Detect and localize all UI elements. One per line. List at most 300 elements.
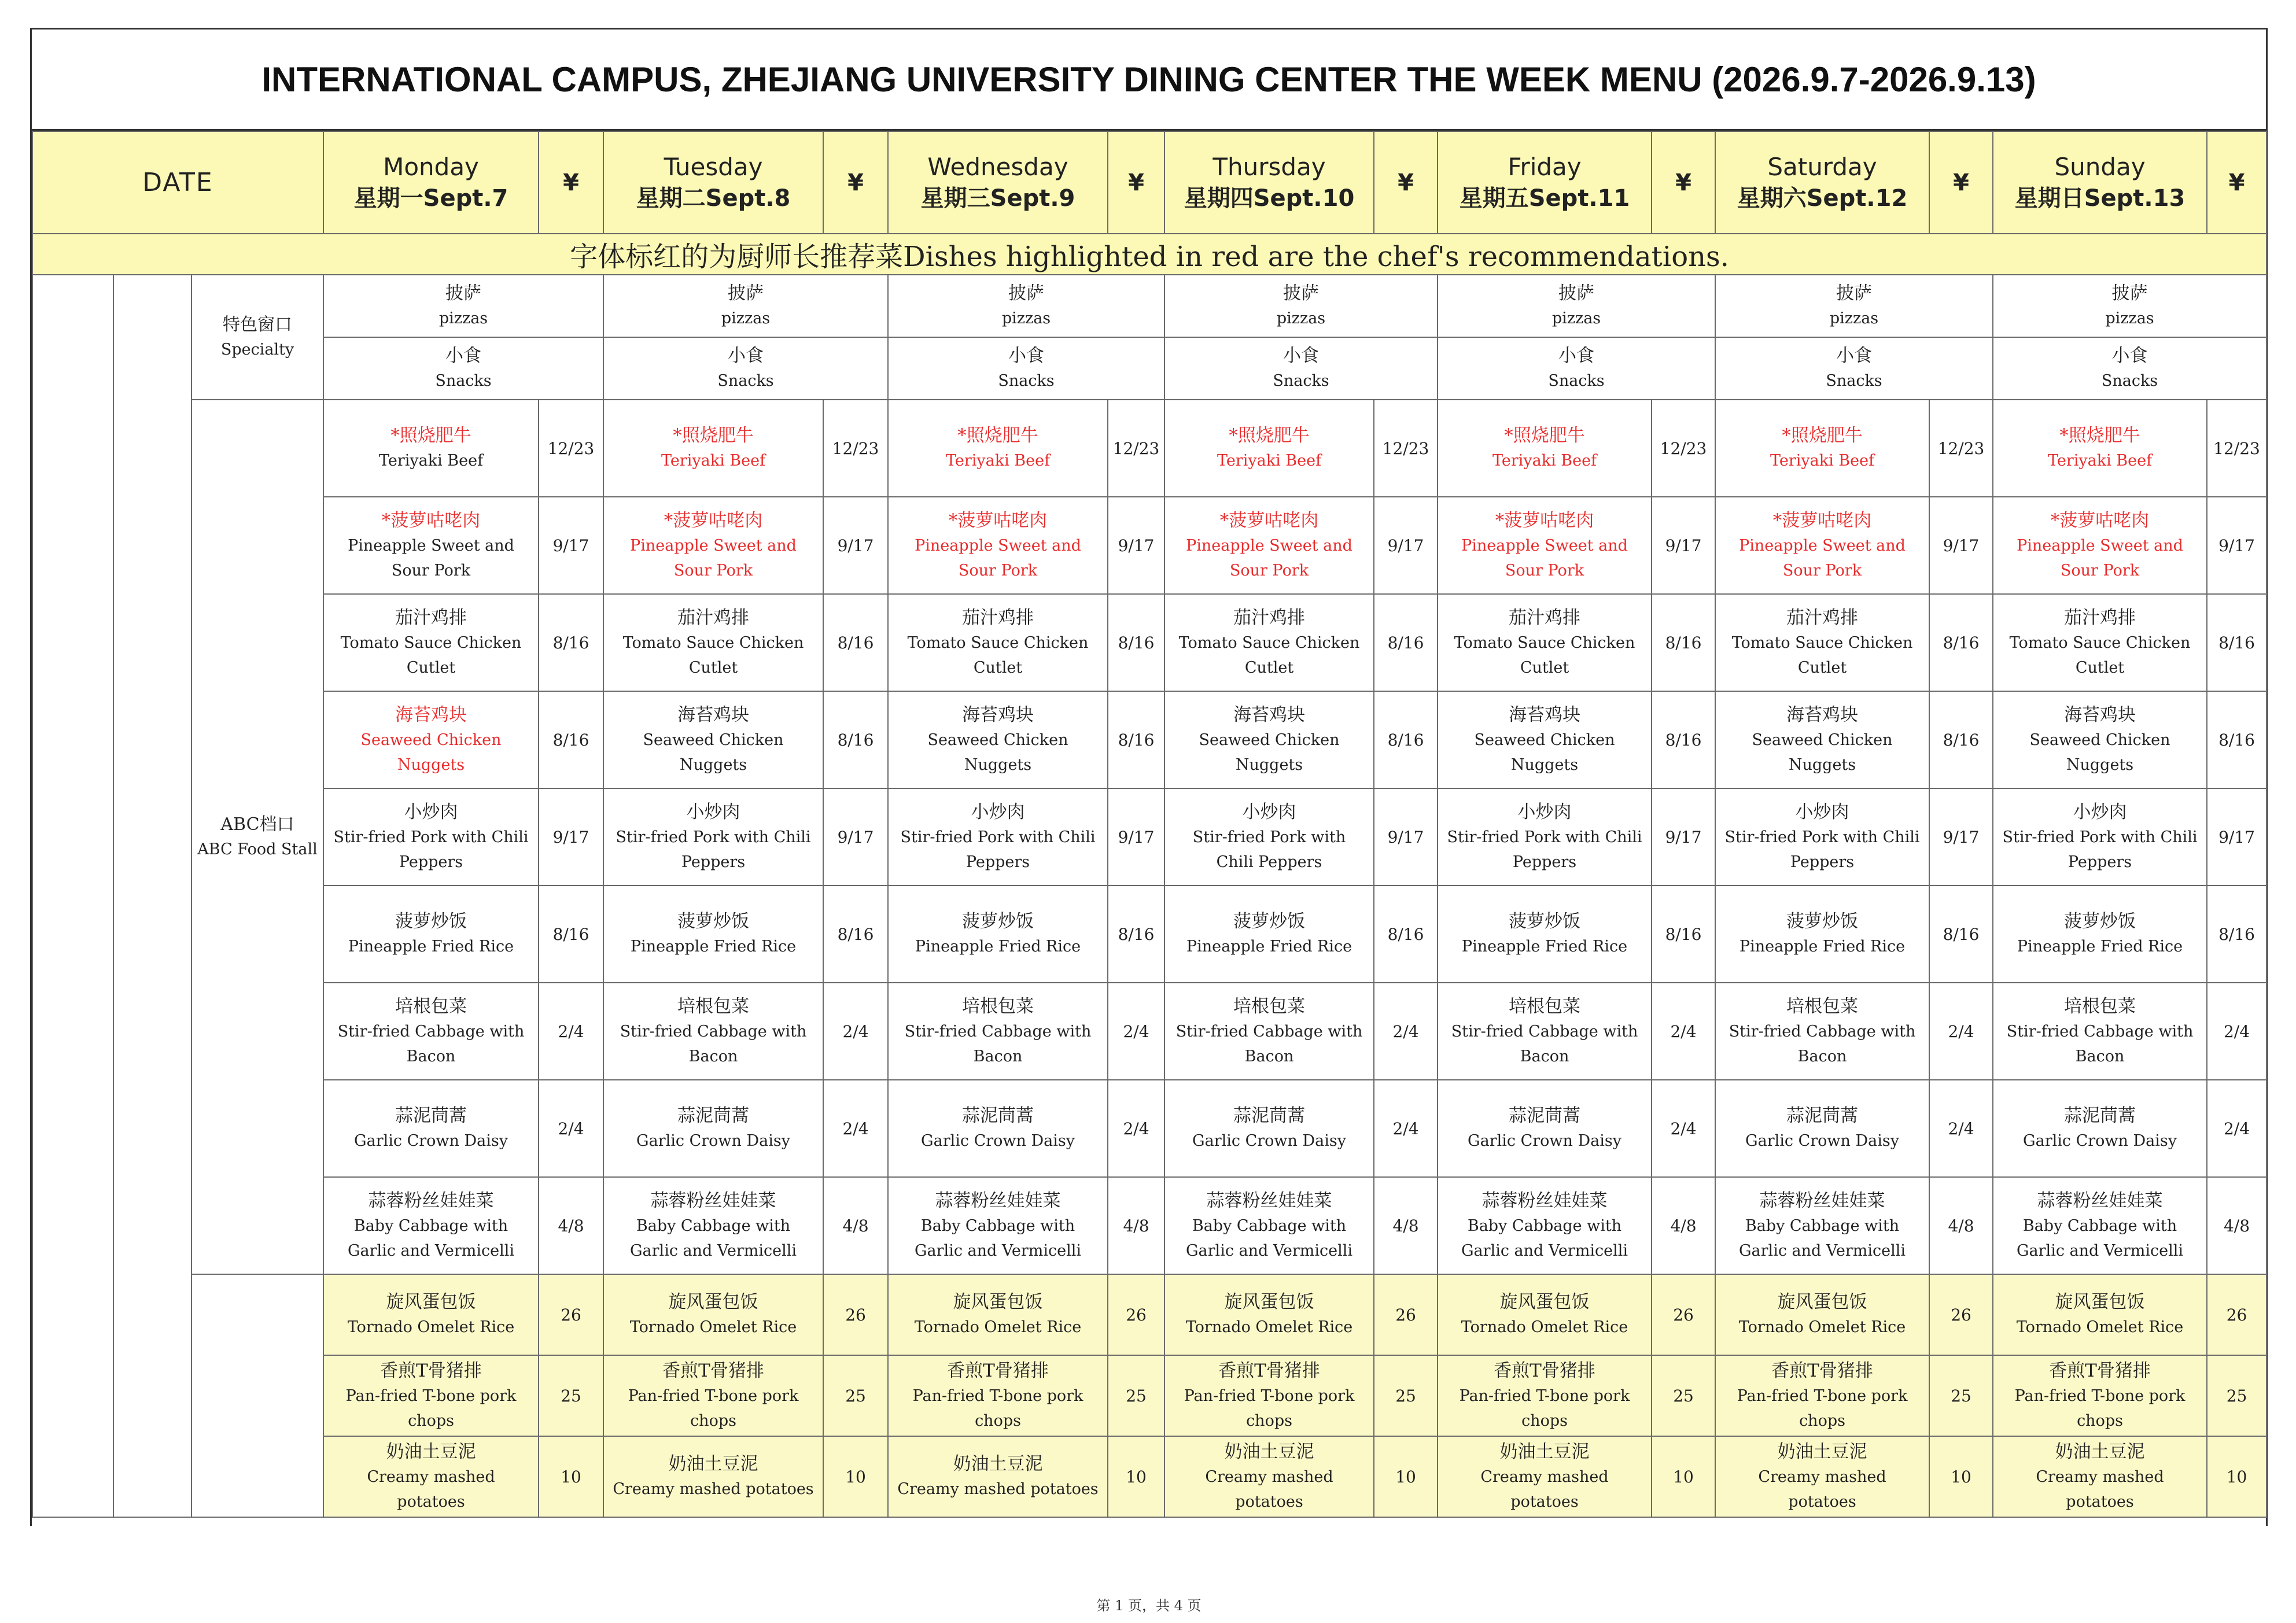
dish-name-zh: 奶油土豆泥 [1777,1441,1867,1462]
menu-item [1164,1177,1374,1274]
dish-name-zh: 蒜泥茼蒿 [1786,1105,1859,1126]
dish-name-zh: 旋风蛋包饭 [1777,1292,1867,1312]
table-row [32,1436,2266,1517]
dish-name-en: Pan-fried T-bone pork chops [628,1386,799,1430]
dish-name-zh: 培根包菜 [1233,995,1306,1017]
dish-name-zh: 海苔鸡块 [677,704,750,725]
price: 2/4 [823,1080,888,1177]
price: 4/8 [1108,1177,1164,1274]
day-header-saturday [1715,131,1929,234]
menu-item [1438,1436,1652,1517]
table-row [32,1274,2266,1355]
price: 25 [1108,1355,1164,1436]
dish-name-zh: 香煎T骨猪排 [1771,1360,1873,1381]
stall-name-zh: ABC档口 [220,814,294,835]
menu-item [1993,594,2207,691]
menu-item [1438,337,1715,400]
dish-name-en: Teriyaki Beef [945,452,1051,470]
dish-name-en: pizzas [721,309,771,327]
menu-item [1993,886,2207,983]
price: 26 [1108,1274,1164,1355]
price: 2/4 [1929,1080,1993,1177]
dish-name-zh: 茄汁鸡排 [1233,607,1306,628]
dish-name-en: Pineapple Sweet and Sour Pork [915,536,1081,580]
dish-name-en: Pan-fried T-bone pork chops [1184,1386,1355,1430]
dish-name-en: Seaweed Chicken Nuggets [927,731,1068,774]
dish-name-en: Pineapple Fried Rice [1186,938,1352,956]
price: 8/16 [823,691,888,788]
menu-item [603,691,823,788]
dish-name-zh: *照烧肥牛 [2059,425,2140,446]
price: 2/4 [1108,983,1164,1080]
dish-name-en: Garlic Crown Daisy [636,1132,790,1150]
price: 9/17 [2207,788,2266,886]
price: 26 [539,1274,603,1355]
dish-name-en: Pan-fried T-bone pork chops [1459,1386,1630,1430]
dish-name-zh: 披萨 [1558,283,1595,304]
dish-name-en: Stir-fried Cabbage with Bacon [1175,1022,1363,1065]
dish-name-en: Creamy mashed potatoes [2036,1467,2164,1511]
price: 8/16 [823,594,888,691]
price: 8/16 [1929,886,1993,983]
price: 25 [1929,1355,1993,1436]
price: 26 [1652,1274,1715,1355]
price: 26 [2207,1274,2266,1355]
dish-name-zh: 海苔鸡块 [1786,704,1859,725]
price: 2/4 [1374,1080,1438,1177]
dish-name-en: Tomato Sauce Chicken Cutlet [622,633,804,677]
dish-name-zh: 奶油土豆泥 [2055,1441,2145,1462]
price: 2/4 [1652,1080,1715,1177]
price: 8/16 [539,886,603,983]
price: 12/23 [1929,400,1993,497]
dish-name-zh: *照烧肥牛 [1504,425,1585,446]
menu-item [1438,691,1652,788]
week-menu-table [32,131,2267,1518]
dish-name-zh: 奶油土豆泥 [1499,1441,1590,1462]
menu-item [1993,337,2266,400]
day-header-monday [323,131,539,234]
menu-item [1993,400,2207,497]
dish-name-en: Garlic Crown Daisy [2023,1132,2177,1150]
dish-name-zh: 奶油土豆泥 [386,1441,476,1462]
dish-name-zh: *照烧肥牛 [390,425,471,446]
dish-name-zh: 海苔鸡块 [395,704,467,725]
dish-name-zh: 披萨 [728,283,764,304]
dish-name-en: Pineapple Sweet and Sour Pork [1461,536,1628,580]
dish-name-zh: 小食 [445,345,482,366]
price: 12/23 [1108,400,1164,497]
dish-name-en: Tomato Sauce Chicken Cutlet [2009,633,2191,677]
price: 26 [1374,1274,1438,1355]
menu-item [888,1355,1108,1436]
table-row [32,400,2266,497]
menu-item [323,691,539,788]
menu-item [1164,497,1374,594]
price: 8/16 [823,886,888,983]
dish-name-zh: 茄汁鸡排 [1786,607,1859,628]
price: 4/8 [2207,1177,2266,1274]
price: 4/8 [1374,1177,1438,1274]
price: 10 [1108,1436,1164,1517]
menu-item [1715,275,1993,337]
menu-item [603,1436,823,1517]
stall-abc [191,400,323,1274]
dish-name-zh: 香煎T骨猪排 [1494,1360,1595,1381]
day-date: 星期六Sept.12 [1737,185,1908,212]
dish-name-zh: 蒜泥茼蒿 [1233,1105,1306,1126]
dish-name-zh: 培根包菜 [677,995,750,1017]
dish-name-en: Baby Cabbage with Garlic and Vermicelli [629,1216,797,1260]
dish-name-zh: 培根包菜 [395,995,467,1017]
menu-item [603,1274,823,1355]
dish-name-en: Pineapple Sweet and Sour Pork [630,536,797,580]
stall-name-zh: 特色窗口 [223,315,292,335]
dish-name-en: Pineapple Fried Rice [630,938,797,956]
dish-name-en: Creamy mashed potatoes [1480,1467,1609,1511]
dish-name-zh: 披萨 [445,283,482,304]
dish-name-zh: 披萨 [1283,283,1320,304]
menu-item [1715,1177,1929,1274]
notice-row [32,234,2266,275]
menu-item [1164,275,1438,337]
dish-name-zh: 菠萝炒饭 [677,911,750,932]
price: 25 [1652,1355,1715,1436]
menu-item [1438,1177,1652,1274]
dish-name-en: Pineapple Fried Rice [915,938,1081,956]
dish-name-zh: 小炒肉 [404,801,458,822]
price: 8/16 [1652,886,1715,983]
dish-name-zh: 香煎T骨猪排 [2049,1360,2151,1381]
menu-item [1715,1436,1929,1517]
dish-name-en: Pineapple Fried Rice [1461,938,1628,956]
dish-name-zh: 披萨 [2111,283,2148,304]
menu-item [323,983,539,1080]
menu-item [1438,886,1652,983]
menu-item [1715,788,1929,886]
dish-name-zh: *菠萝咕咾肉 [1219,510,1319,531]
menu-item [888,1436,1108,1517]
menu-item [1715,1274,1929,1355]
dish-name-en: Seaweed Chicken Nuggets [1474,731,1615,774]
dish-name-zh: 培根包菜 [1509,995,1581,1017]
dish-name-en: Stir-fried Cabbage with Bacon [1451,1022,1638,1065]
dish-name-zh: 蒜蓉粉丝娃娃菜 [1481,1190,1608,1211]
dish-name-zh: 奶油土豆泥 [1224,1441,1314,1462]
dish-name-zh: 小炒肉 [1795,801,1849,822]
currency-header: ¥ [823,131,888,234]
dish-name-en: Tomato Sauce Chicken Cutlet [1178,633,1360,677]
table-row [32,788,2266,886]
dish-name-en: Seaweed Chicken Nuggets [1752,731,1893,774]
price: 9/17 [1929,497,1993,594]
menu-item [1993,1436,2207,1517]
day-date: 星期四Sept.10 [1184,185,1355,212]
price: 8/16 [1374,691,1438,788]
price: 25 [1374,1355,1438,1436]
dish-name-zh: 蒜蓉粉丝娃娃菜 [1759,1190,1885,1211]
page-title: INTERNATIONAL CAMPUS, ZHEJIANG UNIVERSITY DINING CENTER THE WEEK MENU (2026.9.7-2026.9.13) [32,29,2266,131]
dish-name-en: Creamy mashed potatoes [1758,1467,1886,1511]
day-header-tuesday [603,131,823,234]
dish-name-en: Stir-fried Pork with Chili Peppers [616,828,811,871]
price: 9/17 [1108,788,1164,886]
dish-name-zh: 培根包菜 [2064,995,2136,1017]
price: 9/17 [1108,497,1164,594]
dish-name-en: pizzas [1001,309,1051,327]
menu-item [323,497,539,594]
day-name: Monday [383,152,479,181]
price: 8/16 [1108,594,1164,691]
dish-name-en: Teriyaki Beef [661,452,766,470]
dish-name-en: Baby Cabbage with Garlic and Vermicelli [1185,1216,1353,1260]
page-footer: 第 1 页，共 4 页 [1096,1598,1202,1614]
dish-name-en: pizzas [1276,309,1326,327]
dish-name-en: Snacks [2101,372,2158,390]
dish-name-en: Creamy mashed potatoes [367,1467,495,1511]
day-date: 星期三Sept.9 [920,185,1075,212]
dish-name-zh: 旋风蛋包饭 [953,1292,1043,1312]
dish-name-en: Teriyaki Beef [1770,452,1875,470]
price: 2/4 [1108,1080,1164,1177]
dish-name-zh: 小食 [2111,345,2148,366]
dish-name-en: Seaweed Chicken Nuggets [643,731,784,774]
price: 25 [823,1355,888,1436]
dish-name-en: Snacks [1548,372,1605,390]
table-row [32,1177,2266,1274]
day-header-thursday [1164,131,1374,234]
dish-name-en: Garlic Crown Daisy [1468,1132,1621,1150]
dish-name-en: Pineapple Sweet and Sour Pork [2017,536,2183,580]
menu-item [1993,1177,2207,1274]
menu-item [1993,983,2207,1080]
menu-item [1438,594,1652,691]
menu-item [603,1080,823,1177]
day-date: 星期日Sept.13 [2014,185,2186,212]
price: 2/4 [2207,1080,2266,1177]
dish-name-en: Garlic Crown Daisy [921,1132,1075,1150]
dish-name-zh: 蒜蓉粉丝娃娃菜 [935,1190,1061,1211]
menu-item [603,497,823,594]
dish-name-zh: 旋风蛋包饭 [386,1292,476,1312]
dish-name-zh: 海苔鸡块 [2064,704,2136,725]
dish-name-en: Garlic Crown Daisy [354,1132,508,1150]
dish-name-en: Pineapple Fried Rice [2017,938,2183,956]
menu-item [1438,400,1652,497]
price: 4/8 [1929,1177,1993,1274]
currency-header: ¥ [539,131,603,234]
dish-name-zh: 旋风蛋包饭 [2055,1292,2145,1312]
dish-name-en: Creamy mashed potatoes [613,1480,814,1498]
price: 26 [823,1274,888,1355]
day-name: Friday [1508,152,1582,181]
price: 12/23 [1374,400,1438,497]
day-name: Tuesday [664,152,763,181]
dish-name-en: Tornado Omelet Rice [1461,1318,1628,1336]
dish-name-en: Stir-fried Cabbage with Bacon [337,1022,525,1065]
menu-item [1993,1274,2207,1355]
dish-name-zh: 蒜蓉粉丝娃娃菜 [650,1190,776,1211]
dish-name-en: Tornado Omelet Rice [347,1318,515,1336]
day-date: 星期一Sept.7 [353,185,508,212]
dish-name-en: Snacks [435,372,492,390]
price: 4/8 [823,1177,888,1274]
dish-name-en: Pineapple Sweet and Sour Pork [1739,536,1906,580]
price: 8/16 [539,594,603,691]
dish-name-zh: 蒜泥茼蒿 [2064,1105,2136,1126]
price: 8/16 [1652,691,1715,788]
menu-item [323,275,603,337]
dish-name-zh: *菠萝咕咾肉 [948,510,1048,531]
dish-name-en: Baby Cabbage with Garlic and Vermicelli [1461,1216,1628,1260]
price: 2/4 [1374,983,1438,1080]
dish-name-en: Snacks [998,372,1055,390]
dish-name-en: Stir-fried Pork with Chili Peppers [1192,828,1346,871]
day-name: Saturday [1767,152,1877,181]
menu-item [1164,400,1374,497]
dish-name-zh: 茄汁鸡排 [962,607,1034,628]
price: 2/4 [1929,983,1993,1080]
day-name: Thursday [1213,152,1326,181]
dish-name-en: Seaweed Chicken Nuggets [360,731,502,774]
price: 8/16 [2207,886,2266,983]
dish-name-zh: 菠萝炒饭 [2064,911,2136,932]
menu-item [323,1436,539,1517]
dish-name-zh: 菠萝炒饭 [962,911,1034,932]
menu-sheet [30,28,2268,1614]
dish-name-en: Pan-fried T-bone pork chops [345,1386,517,1430]
menu-item [323,337,603,400]
menu-item [1164,691,1374,788]
menu-item [1164,886,1374,983]
price: 2/4 [539,983,603,1080]
dish-name-en: Tomato Sauce Chicken Cutlet [340,633,522,677]
price: 2/4 [539,1080,603,1177]
table-row [32,275,2266,337]
dish-name-zh: *菠萝咕咾肉 [381,510,481,531]
dish-name-en: Snacks [717,372,774,390]
day-header-friday [1438,131,1652,234]
table-row [32,886,2266,983]
price: 8/16 [1108,691,1164,788]
dish-name-zh: 香煎T骨猪排 [947,1360,1049,1381]
dish-name-en: Stir-fried Cabbage with Bacon [2006,1022,2194,1065]
menu-item [1715,594,1929,691]
dish-name-zh: *菠萝咕咾肉 [2050,510,2150,531]
price: 8/16 [1929,691,1993,788]
dish-name-en: Tornado Omelet Rice [2016,1318,2184,1336]
dish-name-en: Seaweed Chicken Nuggets [1199,731,1340,774]
header-row [32,131,2266,234]
menu-item [603,1355,823,1436]
dish-name-zh: *照烧肥牛 [957,425,1038,446]
price: 2/4 [823,983,888,1080]
price: 8/16 [539,691,603,788]
menu-item [1438,1080,1652,1177]
menu-item [1715,691,1929,788]
dish-name-en: Baby Cabbage with Garlic and Vermicelli [1738,1216,1906,1260]
dish-name-en: Pan-fried T-bone pork chops [1737,1386,1908,1430]
dish-name-zh: 小炒肉 [686,801,740,822]
dish-name-en: Garlic Crown Daisy [1192,1132,1346,1150]
stall-specialty [191,275,323,400]
menu-item [1993,1080,2207,1177]
currency-header: ¥ [2207,131,2266,234]
dish-name-en: Teriyaki Beef [1217,452,1322,470]
menu-item [323,788,539,886]
dish-name-zh: *菠萝咕咾肉 [1772,510,1872,531]
dish-name-zh: 小食 [1836,345,1873,366]
menu-item [1438,1355,1652,1436]
dish-name-zh: 小炒肉 [1242,801,1296,822]
menu-item [1164,1274,1374,1355]
dish-name-en: Stir-fried Cabbage with Bacon [620,1022,807,1065]
dish-name-zh: 蒜泥茼蒿 [1509,1105,1581,1126]
dish-name-zh: 海苔鸡块 [962,704,1034,725]
menu-item [1164,1436,1374,1517]
price: 9/17 [1374,497,1438,594]
stall-unlabeled [191,1274,323,1517]
dish-name-zh: 旋风蛋包饭 [668,1292,758,1312]
dish-name-en: pizzas [2105,309,2154,327]
day-header-wednesday [888,131,1108,234]
dish-name-zh: 旋风蛋包饭 [1499,1292,1590,1312]
dish-name-zh: *照烧肥牛 [1782,425,1863,446]
menu-item [1164,1080,1374,1177]
price: 10 [1929,1436,1993,1517]
dish-name-zh: 蒜蓉粉丝娃娃菜 [368,1190,494,1211]
price: 8/16 [1108,886,1164,983]
menu-item [1438,275,1715,337]
price: 8/16 [1374,594,1438,691]
menu-item [1715,400,1929,497]
dish-name-zh: *照烧肥牛 [673,425,754,446]
menu-item [603,594,823,691]
dish-name-en: Pineapple Fried Rice [348,938,514,956]
dish-name-zh: 蒜蓉粉丝娃娃菜 [1206,1190,1332,1211]
price: 9/17 [823,788,888,886]
dish-name-en: Seaweed Chicken Nuggets [2029,731,2170,774]
menu-item [888,691,1108,788]
menu-item [1715,337,1993,400]
menu-item [888,594,1108,691]
dish-name-zh: 茄汁鸡排 [1509,607,1581,628]
currency-header: ¥ [1652,131,1715,234]
price: 2/4 [2207,983,2266,1080]
menu-item [603,1177,823,1274]
dish-name-en: Teriyaki Beef [1492,452,1597,470]
price: 12/23 [539,400,603,497]
table-row [32,983,2266,1080]
menu-item [1164,788,1374,886]
price: 10 [823,1436,888,1517]
menu-item [1715,983,1929,1080]
dish-name-en: Teriyaki Beef [378,452,484,470]
dish-name-en: Stir-fried Pork with Chili Peppers [333,828,529,871]
day-date: 星期二Sept.8 [636,185,791,212]
menu-item [323,1355,539,1436]
dish-name-en: Pan-fried T-bone pork chops [2014,1386,2186,1430]
dish-name-zh: 培根包菜 [1786,995,1859,1017]
menu-item [1715,1080,1929,1177]
menu-item [1715,497,1929,594]
dish-name-en: Tomato Sauce Chicken Cutlet [907,633,1089,677]
price: 10 [1374,1436,1438,1517]
menu-item [1715,1355,1929,1436]
menu-item [1164,1355,1374,1436]
dish-name-zh: 旋风蛋包饭 [1224,1292,1314,1312]
menu-item [888,337,1164,400]
